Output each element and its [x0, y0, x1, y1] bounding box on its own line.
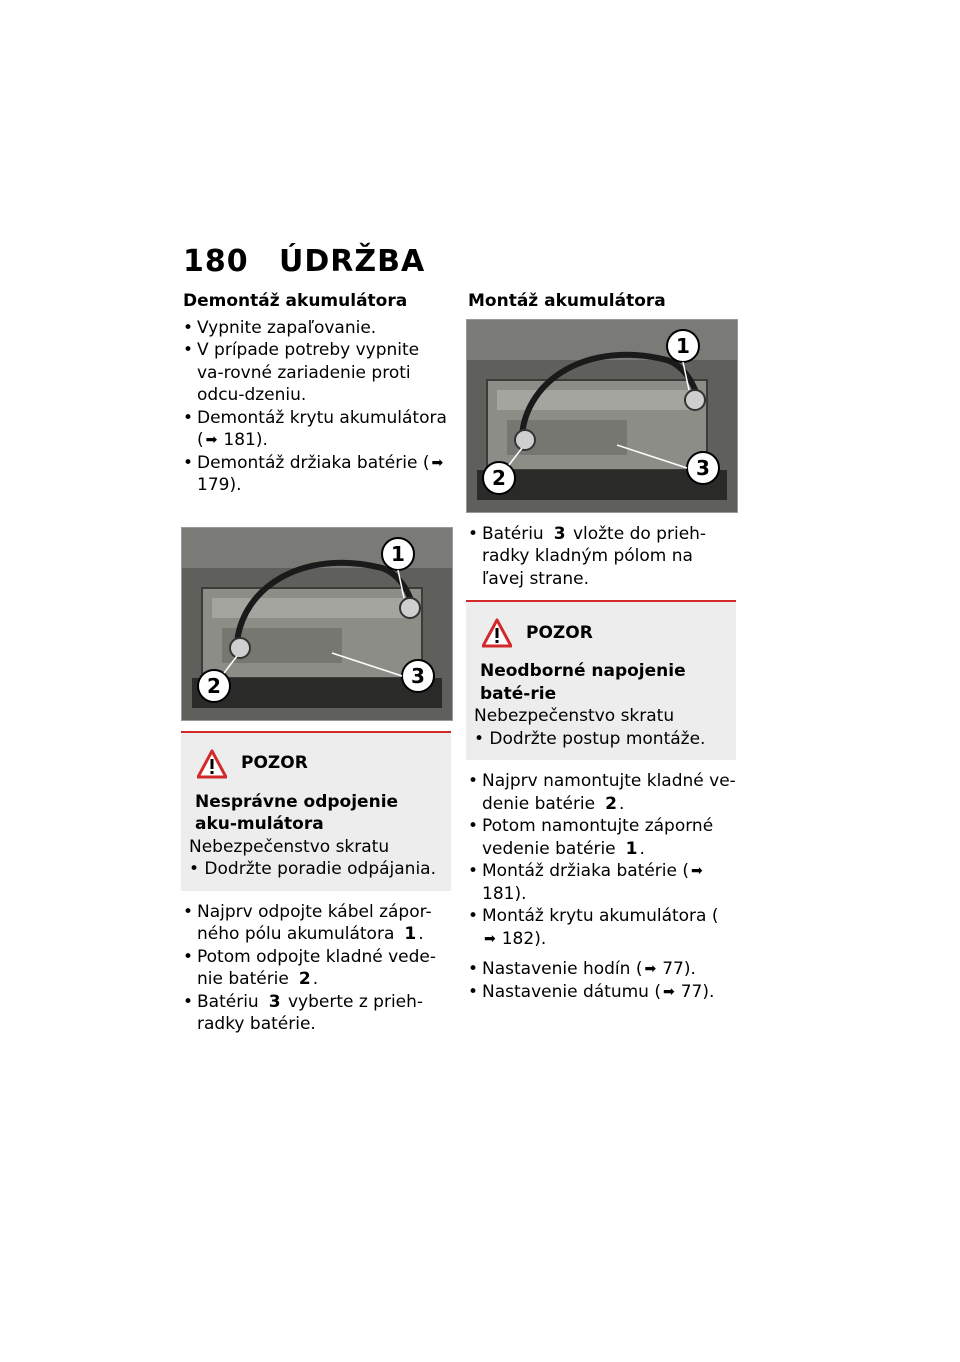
list-item: • Demontáž držiaka batérie ( ➡179). [181, 452, 451, 497]
list-item: • Batériu 3 vyberte z prieh-radky batérie. [181, 991, 451, 1036]
list-item: • Najprv odpojte kábel zápor-ného pólu akumulátora 1 . [181, 901, 451, 946]
battery-photo [466, 319, 738, 513]
warning-title: Nesprávne odpojenie aku-mulátora [195, 791, 399, 834]
warning-action: • Dodržte postup montáže. [474, 728, 706, 749]
warning-text: Nebezpečenstvo skratu [189, 836, 390, 857]
callout-3: 3 [411, 663, 425, 688]
section-title-removal: Demontáž akumulátora [183, 291, 408, 311]
list-item: • Potom odpojte kladné vede-nie batérie 2 . [181, 946, 451, 991]
list-item: • Vypnite zapaľovanie. [181, 317, 451, 340]
page-header [183, 244, 425, 279]
disconnect-steps-list [181, 901, 451, 1036]
list-item: • Potom namontujte záporné vedenie batérie 1 . [466, 815, 736, 860]
warning-label: POZOR [526, 622, 593, 643]
section-title-installation: Montáž akumulátora [468, 291, 666, 311]
right-column [466, 290, 736, 1003]
page-reference-link[interactable]: 179 [197, 475, 230, 495]
insert-steps-list [466, 523, 736, 591]
callout-2: 2 [207, 673, 221, 698]
list-item: • Nastavenie dátumu ( ➡ 77). [466, 981, 736, 1004]
warning-box [466, 600, 736, 760]
warning-label: POZOR [241, 753, 308, 774]
callout-number: 2 [605, 793, 617, 814]
arrow-right-icon: ➡ [644, 961, 657, 977]
page-reference-link[interactable]: 181 [223, 430, 256, 450]
page-reference-link[interactable]: 77 [680, 981, 703, 1002]
warning-text: Nebezpečenstvo skratu [474, 706, 675, 726]
callout-number: 3 [268, 991, 281, 1012]
warning-action: • Dodržte poradie odpájania. [189, 859, 436, 879]
warning-box [181, 731, 451, 891]
list-item: • Demontáž krytu akumulátora ( ➡ 181). [181, 407, 451, 452]
page-reference-link[interactable]: 181 [482, 883, 515, 904]
list-item: • V prípade potreby vypnite va-rovné zariadenie proti odcu-dzeniu. [181, 339, 451, 407]
callout-number: 1 [404, 924, 417, 944]
list-item: • Batériu 3 vložte do prieh-radky kladným pólom na ľavej strane. [466, 523, 736, 591]
callout-1: 1 [676, 333, 690, 358]
arrow-right-icon: ➡ [431, 454, 444, 471]
warning-title: Neodborné napojenie baté-rie [480, 661, 686, 704]
callout-2: 2 [492, 465, 506, 490]
list-item: • Montáž držiaka batérie ( ➡181). [466, 860, 736, 905]
list-item: • Nastavenie hodín ( ➡ 77). [466, 958, 736, 981]
page-number: 180 [183, 244, 249, 279]
page-reference-link[interactable]: 77 [662, 959, 684, 979]
page-reference-link[interactable]: 182 [501, 928, 535, 949]
warning-triangle-icon [482, 618, 512, 648]
arrow-right-icon: ➡ [484, 930, 496, 947]
list-item: • Montáž krytu akumulátora (➡ 182). [466, 905, 736, 950]
callout-number: 2 [298, 969, 311, 989]
warning-triangle-icon [197, 749, 227, 779]
chapter-title: ÚDRŽBA [279, 244, 426, 279]
arrow-right-icon: ➡ [691, 863, 703, 879]
callout-number: 3 [553, 523, 566, 544]
callout-3: 3 [696, 455, 710, 480]
list-item: • Najprv namontujte kladné ve-denie batérie 2 . [466, 770, 736, 815]
battery-photo [181, 527, 453, 721]
removal-steps-list [181, 317, 451, 497]
callout-number: 1 [625, 838, 638, 859]
arrow-right-icon: ➡ [662, 983, 675, 1000]
left-column [181, 290, 451, 1036]
arrow-right-icon: ➡ [205, 432, 218, 448]
callout-1: 1 [391, 541, 405, 566]
settings-steps-list [466, 958, 736, 1003]
connect-steps-list [466, 770, 736, 950]
